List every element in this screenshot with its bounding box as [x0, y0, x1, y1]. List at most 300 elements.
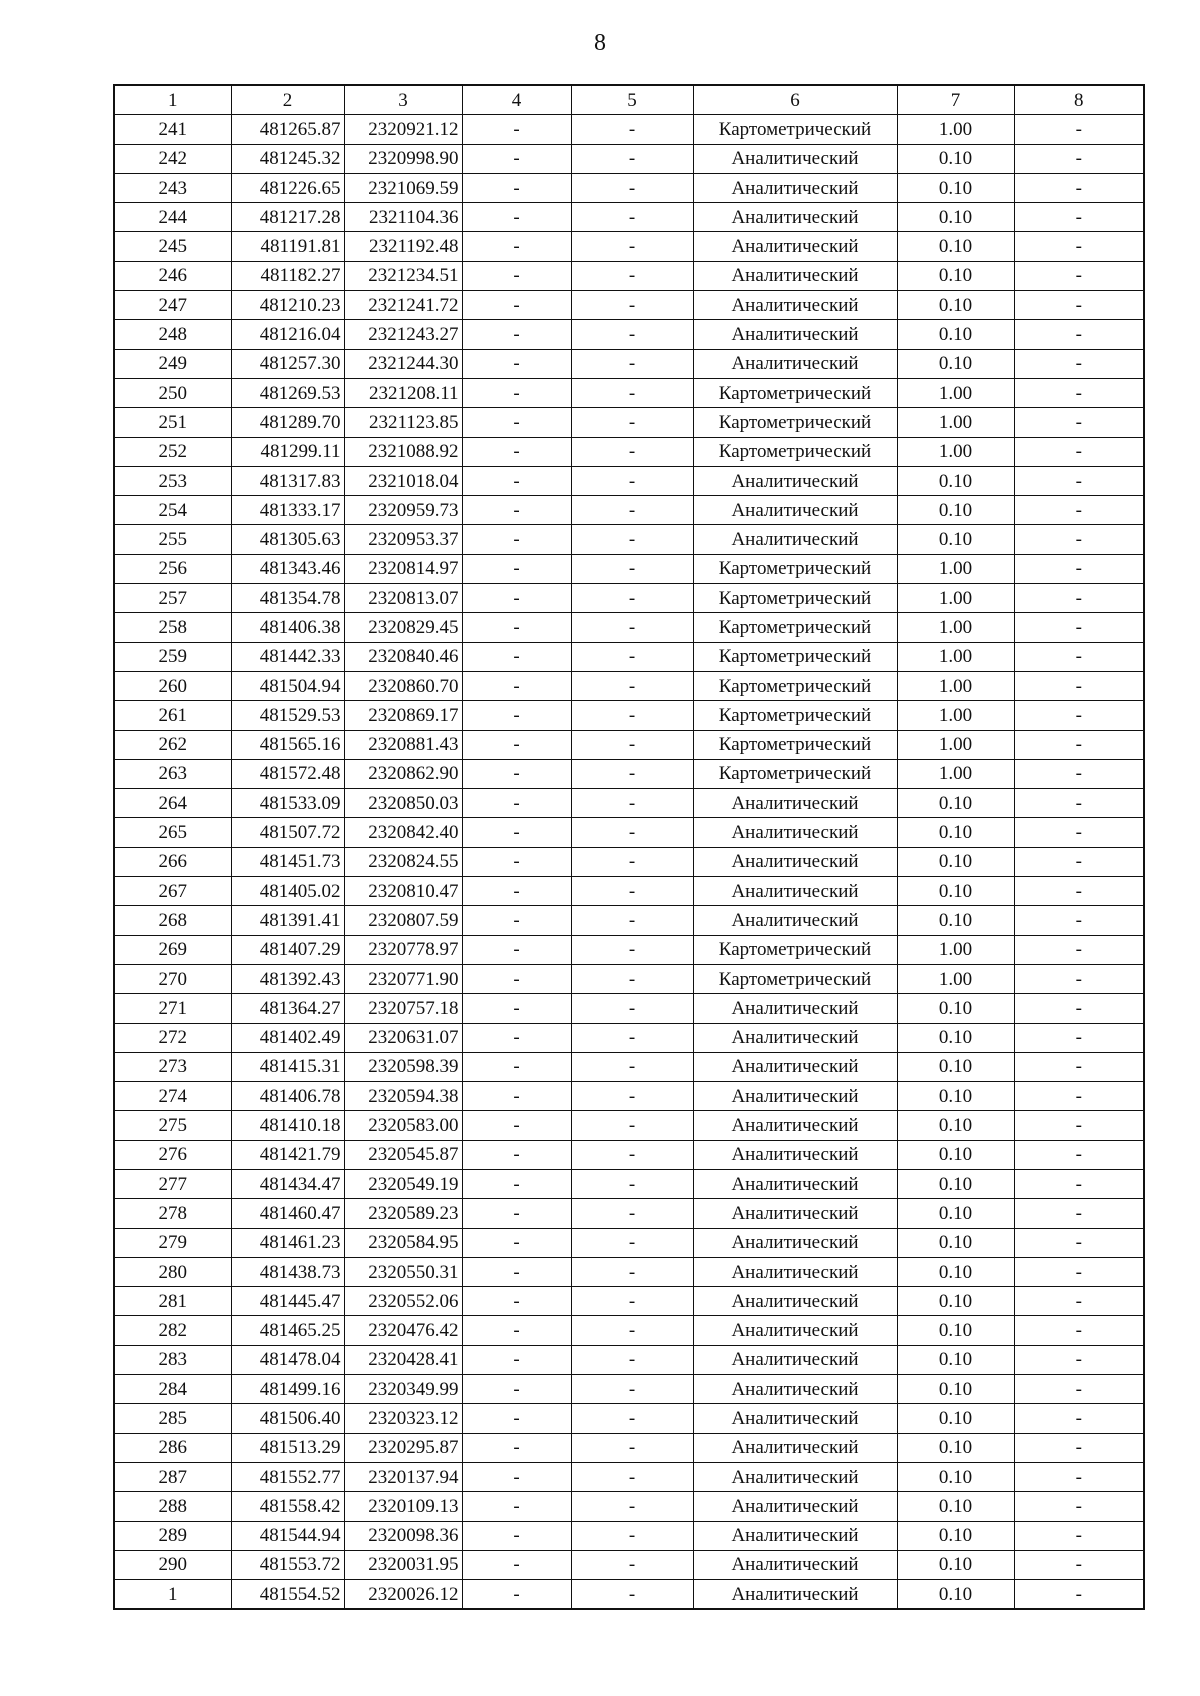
cell-col-4: - — [462, 320, 571, 349]
cell-method: Аналитический — [693, 349, 897, 378]
cell-accuracy: 0.10 — [897, 1521, 1014, 1550]
cell-col-8: - — [1014, 1492, 1144, 1521]
cell-y-coordinate: 2320550.31 — [344, 1257, 462, 1286]
table-row — [114, 1082, 1144, 1111]
cell-accuracy: 0.10 — [897, 525, 1014, 554]
cell-x-coordinate: 481504.94 — [231, 671, 344, 700]
cell-x-coordinate: 481438.73 — [231, 1257, 344, 1286]
cell-col-4: - — [462, 1082, 571, 1111]
cell-accuracy: 0.10 — [897, 1404, 1014, 1433]
cell-col-8: - — [1014, 1345, 1144, 1374]
cell-col-8: - — [1014, 1111, 1144, 1140]
table-row — [114, 115, 1144, 144]
cell-x-coordinate: 481461.23 — [231, 1228, 344, 1257]
cell-col-5: - — [571, 1433, 693, 1462]
cell-accuracy: 0.10 — [897, 877, 1014, 906]
cell-col-8: - — [1014, 1433, 1144, 1462]
cell-col-8: - — [1014, 613, 1144, 642]
cell-col-5: - — [571, 1580, 693, 1610]
cell-col-8: - — [1014, 437, 1144, 466]
cell-accuracy: 0.10 — [897, 1140, 1014, 1169]
cell-col-8: - — [1014, 1082, 1144, 1111]
cell-y-coordinate: 2320757.18 — [344, 994, 462, 1023]
cell-col-5: - — [571, 584, 693, 613]
cell-accuracy: 0.10 — [897, 1316, 1014, 1345]
cell-col-5: - — [571, 877, 693, 906]
cell-col-5: - — [571, 203, 693, 232]
column-header-2: 2 — [231, 85, 344, 115]
cell-x-coordinate: 481533.09 — [231, 789, 344, 818]
table-row — [114, 173, 1144, 202]
cell-method: Картометрический — [693, 408, 897, 437]
cell-accuracy: 0.10 — [897, 320, 1014, 349]
cell-accuracy: 1.00 — [897, 378, 1014, 407]
cell-y-coordinate: 2321243.27 — [344, 320, 462, 349]
cell-col-5: - — [571, 1052, 693, 1081]
column-header-3: 3 — [344, 85, 462, 115]
cell-method: Аналитический — [693, 1169, 897, 1198]
cell-accuracy: 0.10 — [897, 1228, 1014, 1257]
cell-x-coordinate: 481392.43 — [231, 964, 344, 993]
cell-col-5: - — [571, 789, 693, 818]
table-row — [114, 525, 1144, 554]
cell-col-4: - — [462, 1199, 571, 1228]
cell-col-4: - — [462, 408, 571, 437]
table-row — [114, 935, 1144, 964]
cell-col-5: - — [571, 437, 693, 466]
cell-y-coordinate: 2320860.70 — [344, 671, 462, 700]
cell-point-number: 276 — [114, 1140, 231, 1169]
cell-method: Картометрический — [693, 730, 897, 759]
cell-col-8: - — [1014, 759, 1144, 788]
cell-col-5: - — [571, 935, 693, 964]
cell-point-number: 251 — [114, 408, 231, 437]
cell-col-8: - — [1014, 1287, 1144, 1316]
cell-y-coordinate: 2320810.47 — [344, 877, 462, 906]
cell-accuracy: 1.00 — [897, 613, 1014, 642]
cell-x-coordinate: 481257.30 — [231, 349, 344, 378]
cell-col-5: - — [571, 320, 693, 349]
cell-col-4: - — [462, 349, 571, 378]
cell-y-coordinate: 2320549.19 — [344, 1169, 462, 1198]
cell-point-number: 277 — [114, 1169, 231, 1198]
cell-x-coordinate: 481513.29 — [231, 1433, 344, 1462]
cell-point-number: 249 — [114, 349, 231, 378]
cell-y-coordinate: 2320098.36 — [344, 1521, 462, 1550]
cell-method: Аналитический — [693, 203, 897, 232]
cell-point-number: 242 — [114, 144, 231, 173]
cell-accuracy: 0.10 — [897, 173, 1014, 202]
table-row — [114, 1169, 1144, 1198]
cell-accuracy: 0.10 — [897, 1375, 1014, 1404]
column-header-8: 8 — [1014, 85, 1144, 115]
cell-method: Аналитический — [693, 1492, 897, 1521]
cell-col-4: - — [462, 994, 571, 1023]
cell-method: Аналитический — [693, 789, 897, 818]
cell-col-8: - — [1014, 1052, 1144, 1081]
table-row — [114, 1580, 1144, 1610]
cell-y-coordinate: 2321088.92 — [344, 437, 462, 466]
table-row — [114, 1023, 1144, 1052]
cell-col-5: - — [571, 730, 693, 759]
cell-point-number: 257 — [114, 584, 231, 613]
table-row — [114, 1375, 1144, 1404]
cell-y-coordinate: 2320109.13 — [344, 1492, 462, 1521]
cell-point-number: 288 — [114, 1492, 231, 1521]
cell-accuracy: 1.00 — [897, 964, 1014, 993]
table-row — [114, 671, 1144, 700]
cell-accuracy: 0.10 — [897, 847, 1014, 876]
cell-col-8: - — [1014, 1257, 1144, 1286]
cell-y-coordinate: 2321244.30 — [344, 349, 462, 378]
cell-method: Аналитический — [693, 1140, 897, 1169]
table-row — [114, 1140, 1144, 1169]
cell-col-5: - — [571, 642, 693, 671]
cell-x-coordinate: 481506.40 — [231, 1404, 344, 1433]
cell-point-number: 280 — [114, 1257, 231, 1286]
cell-accuracy: 0.10 — [897, 261, 1014, 290]
cell-col-5: - — [571, 1521, 693, 1550]
cell-y-coordinate: 2321069.59 — [344, 173, 462, 202]
cell-method: Картометрический — [693, 964, 897, 993]
cell-point-number: 252 — [114, 437, 231, 466]
cell-x-coordinate: 481216.04 — [231, 320, 344, 349]
cell-col-4: - — [462, 1228, 571, 1257]
cell-point-number: 282 — [114, 1316, 231, 1345]
cell-accuracy: 0.10 — [897, 1287, 1014, 1316]
cell-x-coordinate: 481182.27 — [231, 261, 344, 290]
cell-x-coordinate: 481410.18 — [231, 1111, 344, 1140]
cell-col-4: - — [462, 1404, 571, 1433]
cell-y-coordinate: 2320862.90 — [344, 759, 462, 788]
cell-x-coordinate: 481465.25 — [231, 1316, 344, 1345]
cell-col-5: - — [571, 964, 693, 993]
cell-col-4: - — [462, 1433, 571, 1462]
cell-accuracy: 0.10 — [897, 1111, 1014, 1140]
table-row — [114, 877, 1144, 906]
cell-col-4: - — [462, 115, 571, 144]
cell-col-5: - — [571, 525, 693, 554]
cell-method: Аналитический — [693, 1580, 897, 1610]
cell-point-number: 255 — [114, 525, 231, 554]
table-row — [114, 144, 1144, 173]
cell-col-4: - — [462, 1580, 571, 1610]
cell-col-4: - — [462, 1140, 571, 1169]
cell-x-coordinate: 481478.04 — [231, 1345, 344, 1374]
cell-accuracy: 0.10 — [897, 1023, 1014, 1052]
column-header-6: 6 — [693, 85, 897, 115]
cell-col-8: - — [1014, 994, 1144, 1023]
cell-col-4: - — [462, 671, 571, 700]
table-row — [114, 349, 1144, 378]
cell-x-coordinate: 481317.83 — [231, 466, 344, 495]
table-row — [114, 847, 1144, 876]
cell-x-coordinate: 481565.16 — [231, 730, 344, 759]
cell-y-coordinate: 2320552.06 — [344, 1287, 462, 1316]
cell-method: Аналитический — [693, 1287, 897, 1316]
cell-col-8: - — [1014, 1169, 1144, 1198]
table-row — [114, 1462, 1144, 1491]
cell-col-5: - — [571, 818, 693, 847]
table-header-row — [114, 85, 1144, 115]
cell-col-4: - — [462, 1521, 571, 1550]
cell-x-coordinate: 481529.53 — [231, 701, 344, 730]
cell-point-number: 271 — [114, 994, 231, 1023]
cell-col-8: - — [1014, 408, 1144, 437]
cell-method: Аналитический — [693, 1052, 897, 1081]
cell-accuracy: 1.00 — [897, 408, 1014, 437]
cell-point-number: 265 — [114, 818, 231, 847]
cell-point-number: 254 — [114, 496, 231, 525]
cell-col-5: - — [571, 1169, 693, 1198]
cell-accuracy: 1.00 — [897, 701, 1014, 730]
cell-col-8: - — [1014, 173, 1144, 202]
table-row — [114, 466, 1144, 495]
cell-accuracy: 1.00 — [897, 671, 1014, 700]
cell-col-8: - — [1014, 906, 1144, 935]
cell-col-8: - — [1014, 144, 1144, 173]
cell-method: Картометрический — [693, 613, 897, 642]
cell-y-coordinate: 2320953.37 — [344, 525, 462, 554]
cell-x-coordinate: 481269.53 — [231, 378, 344, 407]
cell-col-4: - — [462, 1257, 571, 1286]
cell-y-coordinate: 2320295.87 — [344, 1433, 462, 1462]
cell-x-coordinate: 481191.81 — [231, 232, 344, 261]
cell-col-4: - — [462, 877, 571, 906]
cell-method: Аналитический — [693, 525, 897, 554]
cell-col-8: - — [1014, 847, 1144, 876]
cell-accuracy: 0.10 — [897, 496, 1014, 525]
cell-col-5: - — [571, 1199, 693, 1228]
table-row — [114, 291, 1144, 320]
cell-y-coordinate: 2320031.95 — [344, 1550, 462, 1579]
cell-col-4: - — [462, 964, 571, 993]
cell-col-5: - — [571, 232, 693, 261]
cell-point-number: 246 — [114, 261, 231, 290]
cell-method: Аналитический — [693, 173, 897, 202]
cell-method: Аналитический — [693, 466, 897, 495]
cell-y-coordinate: 2320589.23 — [344, 1199, 462, 1228]
cell-method: Картометрический — [693, 759, 897, 788]
cell-col-5: - — [571, 1492, 693, 1521]
cell-y-coordinate: 2320584.95 — [344, 1228, 462, 1257]
cell-col-8: - — [1014, 378, 1144, 407]
cell-y-coordinate: 2320998.90 — [344, 144, 462, 173]
cell-y-coordinate: 2321104.36 — [344, 203, 462, 232]
cell-method: Картометрический — [693, 437, 897, 466]
cell-accuracy: 0.10 — [897, 203, 1014, 232]
cell-point-number: 244 — [114, 203, 231, 232]
cell-y-coordinate: 2320814.97 — [344, 554, 462, 583]
cell-col-8: - — [1014, 115, 1144, 144]
cell-x-coordinate: 481405.02 — [231, 877, 344, 906]
table-row — [114, 1316, 1144, 1345]
cell-accuracy: 0.10 — [897, 1492, 1014, 1521]
cell-col-8: - — [1014, 291, 1144, 320]
cell-x-coordinate: 481421.79 — [231, 1140, 344, 1169]
cell-col-5: - — [571, 291, 693, 320]
cell-x-coordinate: 481434.47 — [231, 1169, 344, 1198]
cell-y-coordinate: 2320594.38 — [344, 1082, 462, 1111]
cell-point-number: 256 — [114, 554, 231, 583]
cell-accuracy: 1.00 — [897, 115, 1014, 144]
cell-col-5: - — [571, 906, 693, 935]
cell-col-8: - — [1014, 349, 1144, 378]
table-row — [114, 1111, 1144, 1140]
table-row — [114, 1257, 1144, 1286]
cell-method: Аналитический — [693, 1521, 897, 1550]
cell-col-5: - — [571, 1082, 693, 1111]
cell-point-number: 272 — [114, 1023, 231, 1052]
table-body — [114, 115, 1144, 1610]
cell-method: Аналитический — [693, 1111, 897, 1140]
cell-col-8: - — [1014, 964, 1144, 993]
cell-x-coordinate: 481499.16 — [231, 1375, 344, 1404]
cell-y-coordinate: 2320476.42 — [344, 1316, 462, 1345]
cell-accuracy: 0.10 — [897, 1257, 1014, 1286]
cell-point-number: 285 — [114, 1404, 231, 1433]
cell-method: Картометрический — [693, 378, 897, 407]
cell-col-4: - — [462, 1111, 571, 1140]
cell-y-coordinate: 2320824.55 — [344, 847, 462, 876]
cell-method: Аналитический — [693, 1257, 897, 1286]
cell-x-coordinate: 481558.42 — [231, 1492, 344, 1521]
cell-col-4: - — [462, 173, 571, 202]
cell-col-8: - — [1014, 320, 1144, 349]
cell-accuracy: 0.10 — [897, 994, 1014, 1023]
cell-point-number: 260 — [114, 671, 231, 700]
cell-x-coordinate: 481305.63 — [231, 525, 344, 554]
table-row — [114, 496, 1144, 525]
cell-accuracy: 1.00 — [897, 642, 1014, 671]
cell-col-5: - — [571, 613, 693, 642]
column-header-7: 7 — [897, 85, 1014, 115]
cell-point-number: 248 — [114, 320, 231, 349]
cell-point-number: 268 — [114, 906, 231, 935]
cell-col-4: - — [462, 1169, 571, 1198]
cell-point-number: 241 — [114, 115, 231, 144]
cell-method: Аналитический — [693, 144, 897, 173]
cell-x-coordinate: 481507.72 — [231, 818, 344, 847]
table-row — [114, 584, 1144, 613]
cell-col-8: - — [1014, 496, 1144, 525]
cell-x-coordinate: 481402.49 — [231, 1023, 344, 1052]
cell-x-coordinate: 481460.47 — [231, 1199, 344, 1228]
table-row — [114, 1433, 1144, 1462]
cell-method: Картометрический — [693, 115, 897, 144]
cell-method: Аналитический — [693, 1023, 897, 1052]
cell-y-coordinate: 2320850.03 — [344, 789, 462, 818]
cell-point-number: 286 — [114, 1433, 231, 1462]
cell-col-8: - — [1014, 261, 1144, 290]
cell-point-number: 264 — [114, 789, 231, 818]
cell-y-coordinate: 2320771.90 — [344, 964, 462, 993]
cell-col-8: - — [1014, 730, 1144, 759]
cell-accuracy: 0.10 — [897, 789, 1014, 818]
cell-point-number: 263 — [114, 759, 231, 788]
cell-x-coordinate: 481289.70 — [231, 408, 344, 437]
cell-col-8: - — [1014, 642, 1144, 671]
cell-y-coordinate: 2320598.39 — [344, 1052, 462, 1081]
table-row — [114, 1521, 1144, 1550]
cell-point-number: 270 — [114, 964, 231, 993]
cell-accuracy: 1.00 — [897, 437, 1014, 466]
cell-accuracy: 1.00 — [897, 554, 1014, 583]
table-row — [114, 818, 1144, 847]
table-row — [114, 232, 1144, 261]
cell-point-number: 275 — [114, 1111, 231, 1140]
cell-x-coordinate: 481552.77 — [231, 1462, 344, 1491]
cell-col-5: - — [571, 1023, 693, 1052]
table-row — [114, 320, 1144, 349]
table-row — [114, 1287, 1144, 1316]
cell-col-5: - — [571, 144, 693, 173]
table-row — [114, 1228, 1144, 1257]
table-row — [114, 1404, 1144, 1433]
cell-col-4: - — [462, 466, 571, 495]
table-row — [114, 613, 1144, 642]
cell-method: Аналитический — [693, 1433, 897, 1462]
cell-col-4: - — [462, 1492, 571, 1521]
cell-y-coordinate: 2320137.94 — [344, 1462, 462, 1491]
cell-col-5: - — [571, 554, 693, 583]
cell-method: Аналитический — [693, 261, 897, 290]
table-row — [114, 759, 1144, 788]
cell-accuracy: 0.10 — [897, 1462, 1014, 1491]
cell-col-8: - — [1014, 232, 1144, 261]
cell-point-number: 253 — [114, 466, 231, 495]
cell-point-number: 283 — [114, 1345, 231, 1374]
cell-col-5: - — [571, 115, 693, 144]
cell-method: Аналитический — [693, 877, 897, 906]
cell-y-coordinate: 2321234.51 — [344, 261, 462, 290]
cell-x-coordinate: 481553.72 — [231, 1550, 344, 1579]
cell-y-coordinate: 2320829.45 — [344, 613, 462, 642]
cell-col-8: - — [1014, 1462, 1144, 1491]
cell-method: Аналитический — [693, 1404, 897, 1433]
table-row — [114, 1550, 1144, 1579]
cell-col-5: - — [571, 1287, 693, 1316]
cell-col-5: - — [571, 994, 693, 1023]
cell-col-4: - — [462, 1345, 571, 1374]
cell-point-number: 262 — [114, 730, 231, 759]
cell-method: Аналитический — [693, 847, 897, 876]
cell-col-8: - — [1014, 203, 1144, 232]
cell-accuracy: 0.10 — [897, 349, 1014, 378]
coordinates-table — [113, 84, 1145, 1610]
cell-point-number: 279 — [114, 1228, 231, 1257]
cell-y-coordinate: 2320869.17 — [344, 701, 462, 730]
cell-point-number: 269 — [114, 935, 231, 964]
cell-col-5: - — [571, 671, 693, 700]
cell-col-5: - — [571, 1550, 693, 1579]
cell-col-5: - — [571, 496, 693, 525]
table-row — [114, 261, 1144, 290]
table-row — [114, 378, 1144, 407]
cell-method: Аналитический — [693, 232, 897, 261]
cell-x-coordinate: 481217.28 — [231, 203, 344, 232]
cell-method: Аналитический — [693, 1199, 897, 1228]
cell-col-8: - — [1014, 1375, 1144, 1404]
cell-col-4: - — [462, 584, 571, 613]
cell-col-5: - — [571, 378, 693, 407]
cell-y-coordinate: 2320807.59 — [344, 906, 462, 935]
cell-accuracy: 0.10 — [897, 818, 1014, 847]
cell-y-coordinate: 2320026.12 — [344, 1580, 462, 1610]
table-row — [114, 730, 1144, 759]
cell-x-coordinate: 481333.17 — [231, 496, 344, 525]
cell-accuracy: 0.10 — [897, 466, 1014, 495]
